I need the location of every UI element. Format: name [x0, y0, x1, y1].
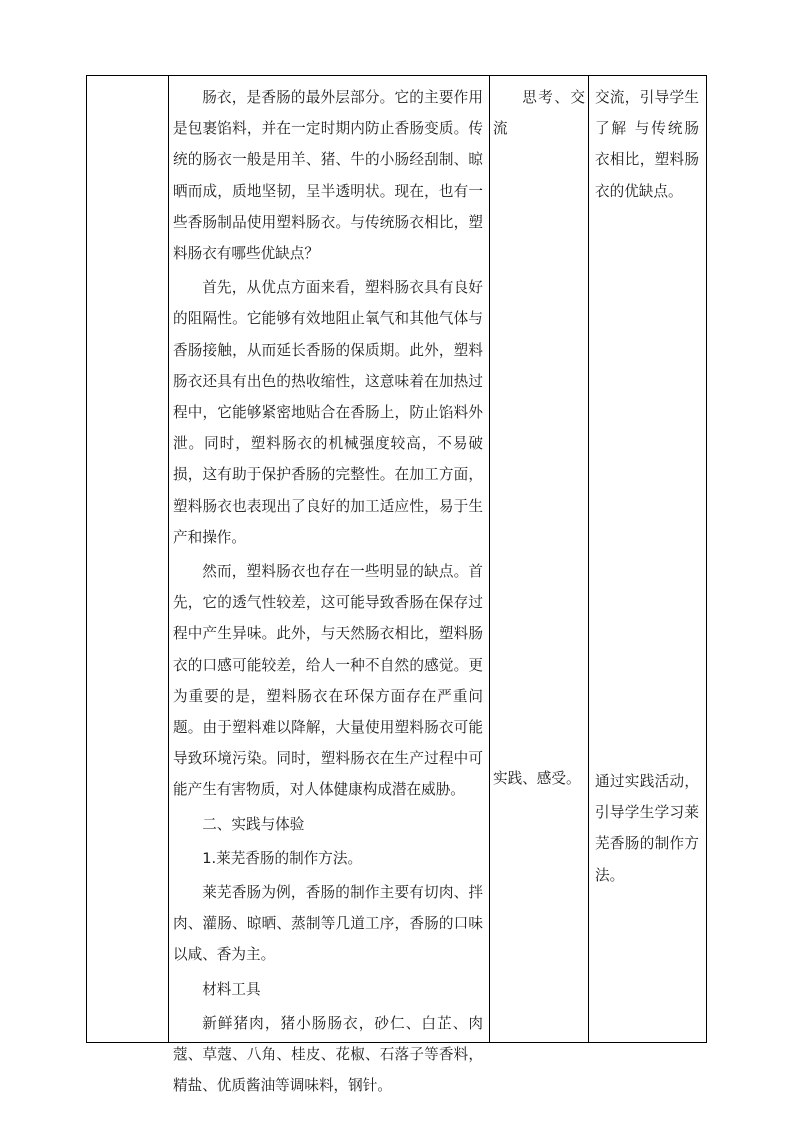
teaching-content-column [173, 82, 483, 1102]
column-divider [588, 76, 589, 1042]
activity-think-discuss: 思考、交流 [493, 89, 585, 138]
design-intent-cell [595, 766, 699, 891]
intent-casing-comparison: 交流，引导学生了解 与传统肠衣相比，塑料肠衣的优缺点。 [595, 89, 699, 200]
student-activity-cell [493, 82, 585, 144]
student-activity-cell [493, 763, 585, 794]
subheading-method: 1.莱芜香肠的制作方法。 [202, 849, 363, 867]
section-heading-practice: 二、实践与体验 [202, 815, 305, 833]
lesson-plan-table [86, 75, 707, 1095]
subheading-materials: 材料工具 [202, 980, 261, 998]
column-divider [489, 76, 490, 1042]
paragraph-disadvantages: 然而，塑料肠衣也存在一些明显的缺点。首先，它的透气性较差，这可能导致香肠在保存过程中产生异味。此外，与天然肠衣相比，塑料肠衣的口感可能较差，给人一种不自然的感觉。更为重要的是，塑料肠衣在环保方面存在严重问题。由于塑料难以降解，大量使用塑料肠衣可能导致环境污染。同时，塑料肠衣在生产过程中可能产生有害物质，对人体健康构成潜在威胁。 [173, 563, 483, 799]
activity-practice: 实践、感受。 [493, 770, 581, 787]
paragraph-materials: 新鲜猪肉，猪小肠肠衣，砂仁、白芷、肉蔻、草蔻、八角、桂皮、花椒、石落子等香料，精盐、优质酱油等调味料，钢针。 [173, 1014, 483, 1095]
column-divider [168, 76, 169, 1042]
paragraph-process: 莱芜香肠为例，香肠的制作主要有切肉、拌肉、灌肠、晾晒、蒸制等几道工序，香肠的口味以咸、香为主。 [173, 884, 483, 964]
intent-practice-activity: 通过实践活动，引导学生学习莱芜香肠的制作方法。 [595, 773, 699, 884]
paragraph-casing-intro: 肠衣，是香肠的最外层部分。它的主要作用是包裹馅料，并在一定时期内防止香肠变质。传统的肠衣一般是用羊、猪、牛的小肠经刮制、晾晒而成，质地坚韧，呈半透明状。现在，也有一些香肠制品使用塑料肠衣。与传统肠衣相比，塑料肠衣有哪些优缺点？ [173, 89, 483, 263]
paragraph-advantages: 首先，从优点方面来看，塑料肠衣具有良好的阻隔性。它能够有效地阻止氧气和其他气体与香肠接触，从而延长香肠的保质期。此外，塑料肠衣还具有出色的热收缩性，这意味着在加热过程中，它能够紧密地贴合在香肠上，防止馅料外泄。同时，塑料肠衣的机械强度较高，不易破损，这有助于保护香肠的完整性。在加工方面，塑料肠衣也表现出了良好的加工适应性，易于生产和操作。 [173, 279, 483, 546]
design-intent-cell [595, 82, 699, 207]
